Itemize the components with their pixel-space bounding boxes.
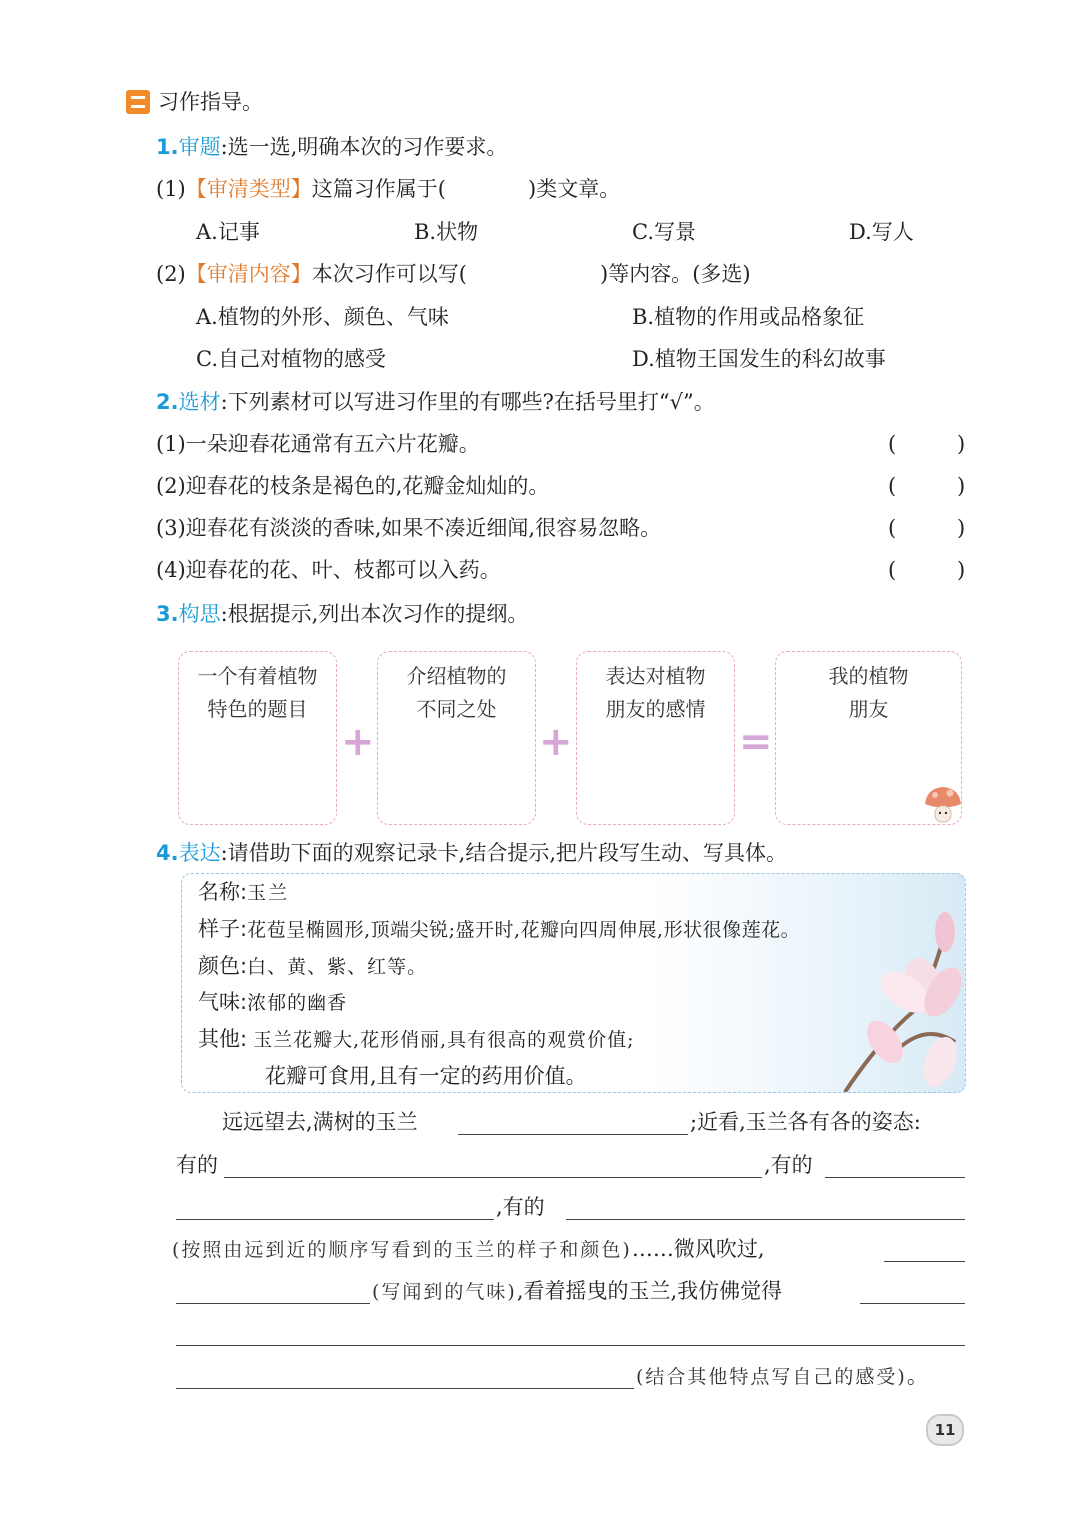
- outline-box-differences[interactable]: 介绍植物的 不同之处: [377, 651, 536, 825]
- q1-sub2-option-a: A.植物的外形、颜色、气味: [196, 305, 449, 329]
- blank-line[interactable]: [884, 1261, 965, 1262]
- q1-sub2-option-d: D.植物王国发生的科幻故事: [632, 347, 886, 371]
- blank-line[interactable]: [224, 1177, 762, 1178]
- card-field-shape: 样子:花苞呈椭圆形,顶端尖锐;盛开时,花瓣向四周伸展,形状很像莲花。: [198, 917, 801, 941]
- page-number: 11: [926, 1414, 964, 1446]
- blank-line[interactable]: [176, 1303, 370, 1304]
- q1-sub1-option-c: C.写景: [632, 220, 696, 244]
- blank-line[interactable]: [176, 1219, 494, 1220]
- q2-answer-paren-close-1: ): [957, 432, 966, 456]
- blank-line[interactable]: [458, 1134, 688, 1135]
- writing-text-2b: ,有的: [764, 1153, 813, 1177]
- q2-answer-paren-close-2: ): [957, 474, 966, 498]
- q4-heading: 4.表达:请借助下面的观察记录卡,结合提示,把片段写生动、写具体。: [156, 841, 788, 865]
- outline-box-result[interactable]: 我的植物 朋友: [775, 651, 962, 825]
- q2-answer-paren-open-4[interactable]: (: [888, 558, 897, 582]
- q1-sub1: (1)【审清类型】这篇习作属于(: [156, 177, 446, 201]
- q2-item-2: (2)迎春花的枝条是褐色的,花瓣金灿灿的。: [156, 474, 550, 498]
- blank-line[interactable]: [566, 1219, 965, 1220]
- q2-answer-paren-close-3: ): [957, 516, 966, 540]
- card-field-other-cont: 花瓣可食用,且有一定的药用价值。: [265, 1064, 587, 1088]
- q2-answer-paren-open-3[interactable]: (: [888, 516, 897, 540]
- card-field-smell: 气味:浓郁的幽香: [198, 990, 348, 1014]
- writing-text-5: (写闻到的气味),看着摇曳的玉兰,我仿佛觉得: [372, 1279, 783, 1303]
- q2-item-4: (4)迎春花的花、叶、枝都可以入药。: [156, 558, 501, 582]
- writing-text-3a: ,有的: [496, 1195, 545, 1219]
- plus-icon: +: [539, 719, 573, 765]
- writing-text-7: (结合其他特点写自己的感受)。: [636, 1364, 928, 1388]
- blank-line[interactable]: [176, 1345, 965, 1346]
- mushroom-mascot-icon: [921, 782, 965, 826]
- observation-card: [181, 873, 966, 1093]
- q1-sub1-option-a: A.记事: [196, 220, 260, 244]
- plus-icon: +: [341, 719, 375, 765]
- section-badge-two-icon: [126, 90, 150, 114]
- outline-box-feelings[interactable]: 表达对植物 朋友的感情: [576, 651, 735, 825]
- magnolia-flower-icon: [825, 892, 965, 1092]
- section-title: 习作指导。: [158, 90, 263, 114]
- q1-sub2-after: )等内容。(多选): [600, 262, 751, 286]
- q1-sub2-option-b: B.植物的作用或品格象征: [632, 305, 865, 329]
- equals-icon: =: [739, 719, 773, 765]
- blank-line[interactable]: [825, 1177, 965, 1178]
- card-field-name: 名称:玉兰: [198, 880, 290, 904]
- q2-answer-paren-open-1[interactable]: (: [888, 432, 897, 456]
- card-field-other: 其他: 玉兰花瓣大,花形俏丽,具有很高的观赏价值;: [198, 1027, 635, 1051]
- q1-heading: 1.审题:选一选,明确本次的习作要求。: [156, 135, 508, 159]
- q1-sub1-option-b: B.状物: [414, 220, 479, 244]
- q2-answer-paren-open-2[interactable]: (: [888, 474, 897, 498]
- writing-text-2a: 有的: [176, 1153, 218, 1177]
- q2-heading: 2.选材:下列素材可以写进习作里的有哪些?在括号里打“√”。: [156, 390, 715, 414]
- card-field-color: 颜色:白、黄、紫、红等。: [198, 954, 428, 978]
- q3-heading: 3.构思:根据提示,列出本次习作的提纲。: [156, 602, 529, 626]
- q1-sub2: (2)【审清内容】本次习作可以写(: [156, 262, 467, 286]
- outline-box-title[interactable]: 一个有着植物 特色的题目: [178, 651, 337, 825]
- writing-text-4: (按照由远到近的顺序写看到的玉兰的样子和颜色)……微风吹过,: [172, 1237, 765, 1261]
- q1-sub1-option-d: D.写人: [849, 220, 914, 244]
- writing-text-1b: ;近看,玉兰各有各的姿态:: [690, 1110, 921, 1134]
- blank-line[interactable]: [860, 1303, 965, 1304]
- blank-line[interactable]: [176, 1388, 634, 1389]
- q2-item-3: (3)迎春花有淡淡的香味,如果不凑近细闻,很容易忽略。: [156, 516, 662, 540]
- q2-answer-paren-close-4: ): [957, 558, 966, 582]
- writing-text-1a: 远远望去,满树的玉兰: [222, 1110, 418, 1134]
- q1-sub2-option-c: C.自己对植物的感受: [196, 347, 386, 371]
- q2-item-1: (1)一朵迎春花通常有五六片花瓣。: [156, 432, 480, 456]
- q1-sub1-after: )类文章。: [528, 177, 621, 201]
